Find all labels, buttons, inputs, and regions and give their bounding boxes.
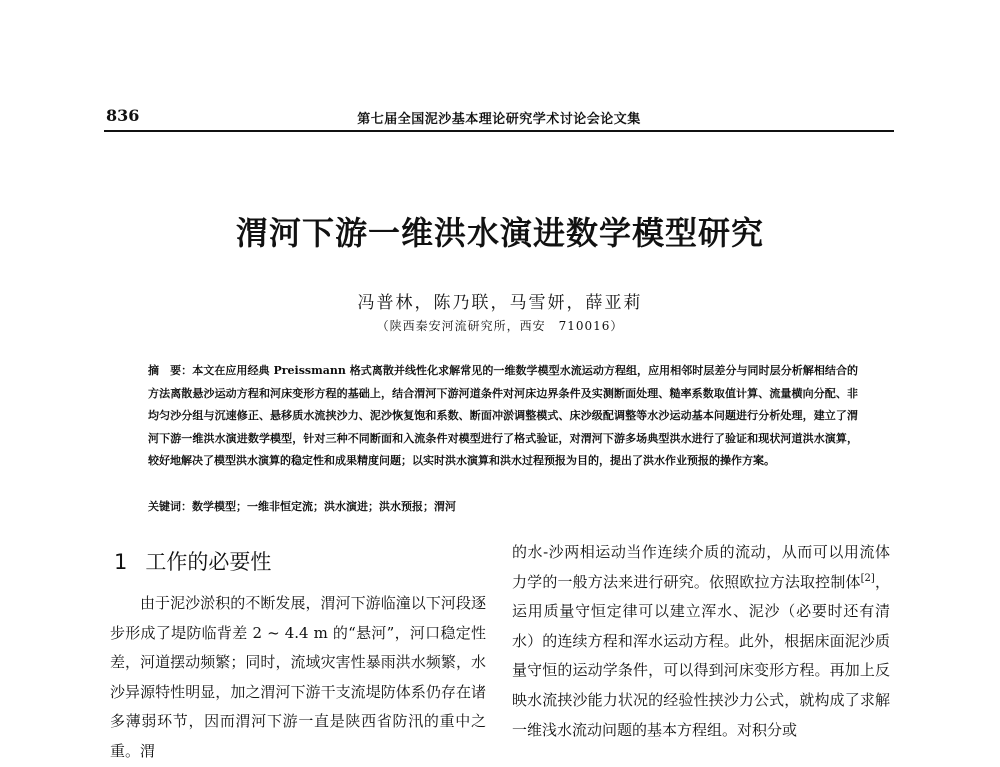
running-header xyxy=(104,100,894,132)
section-heading xyxy=(114,545,486,579)
citation-ref[interactable]: [2] xyxy=(860,572,875,584)
paper-title: 渭河下游一维洪水演进数学模型研究 xyxy=(235,214,764,252)
body-paragraph-right xyxy=(512,538,890,745)
section-number: 1 xyxy=(114,550,128,574)
right-column xyxy=(512,538,890,745)
abstract-label: 摘 要： xyxy=(148,364,193,377)
abstract-text: 本文在应用经典 Preissmann 格式离散并线性化求解常见的一维数学模型水流运动方程组，应用相邻时层差分与同时层分析解相结合的方法离散悬沙运动方程和河床变形方程的基础上，结合渭河下游河道条件对河床边界条件及实测断面处理、糙率系数取值计算、流量横向分配、非均匀沙分组与沉速修正、悬移质水流挟沙力、泥沙恢复饱和系数、断面冲淤调整模式、床沙级配调整等水沙运动基本问题进行分析处理，建立了渭河下游一维洪水演进数学模型，针对三种不同断面和入流条件对模型进行了格式验证，对渭河下游多场典型洪水进行了验证和现状河道洪水演算，较好地解决了模型洪水演算的稳定性和成果精度问题；以实时洪水演算和洪水过程预报为目的，提出了洪水作业预报的操作方案。 xyxy=(148,364,859,467)
paragraph-right-part2: ，运用质量守恒定律可以建立浑水、泥沙（必要时还有清水）的连续方程和浑水运动方程。此外，根据床面泥沙质量守恒的运动学条件，可以得到河床变形方程。再加上反映水流挟沙能力状况的经验性挟沙力公式，就构成了求解一维浅水流动问题的基本方程组。对积分或 xyxy=(512,572,890,739)
author-affiliation: （陕西秦安河流研究所，西安 710016） xyxy=(376,319,624,333)
running-title: 第七届全国泥沙基本理论研究学术讨论会论文集 xyxy=(357,112,641,127)
left-column xyxy=(110,545,486,767)
keywords xyxy=(148,496,858,518)
body-paragraph-left: 由于泥沙淤积的不断发展，渭河下游临潼以下河段逐步形成了堤防临背差 2 ~ 4.4 m 的“悬河”，河口稳定性差，河道摆动频繁；同时，流域灾害性暴雨洪水频繁，水沙异源特性明显，加之渭河下游干支流堤防体系仍存在诸多薄弱环节，因而渭河下游一直是陕西省防汛的重中之重。渭 xyxy=(110,594,486,760)
page-number: 836 xyxy=(106,106,140,125)
keywords-label: 关键词： xyxy=(148,500,192,513)
paragraph-right-part1: 的水-沙两相运动当作连续介质的流动，从而可以用流体力学的一般方法来进行研究。依照欧拉方法取控制体 xyxy=(512,543,890,591)
author-list: 冯普林，陈乃联，马雪妍，薛亚莉 xyxy=(357,293,643,313)
section-title: 工作的必要性 xyxy=(145,550,272,574)
keywords-text: 数学模型；一维非恒定流；洪水演进；洪水预报；渭河 xyxy=(192,500,456,513)
abstract xyxy=(148,360,858,473)
